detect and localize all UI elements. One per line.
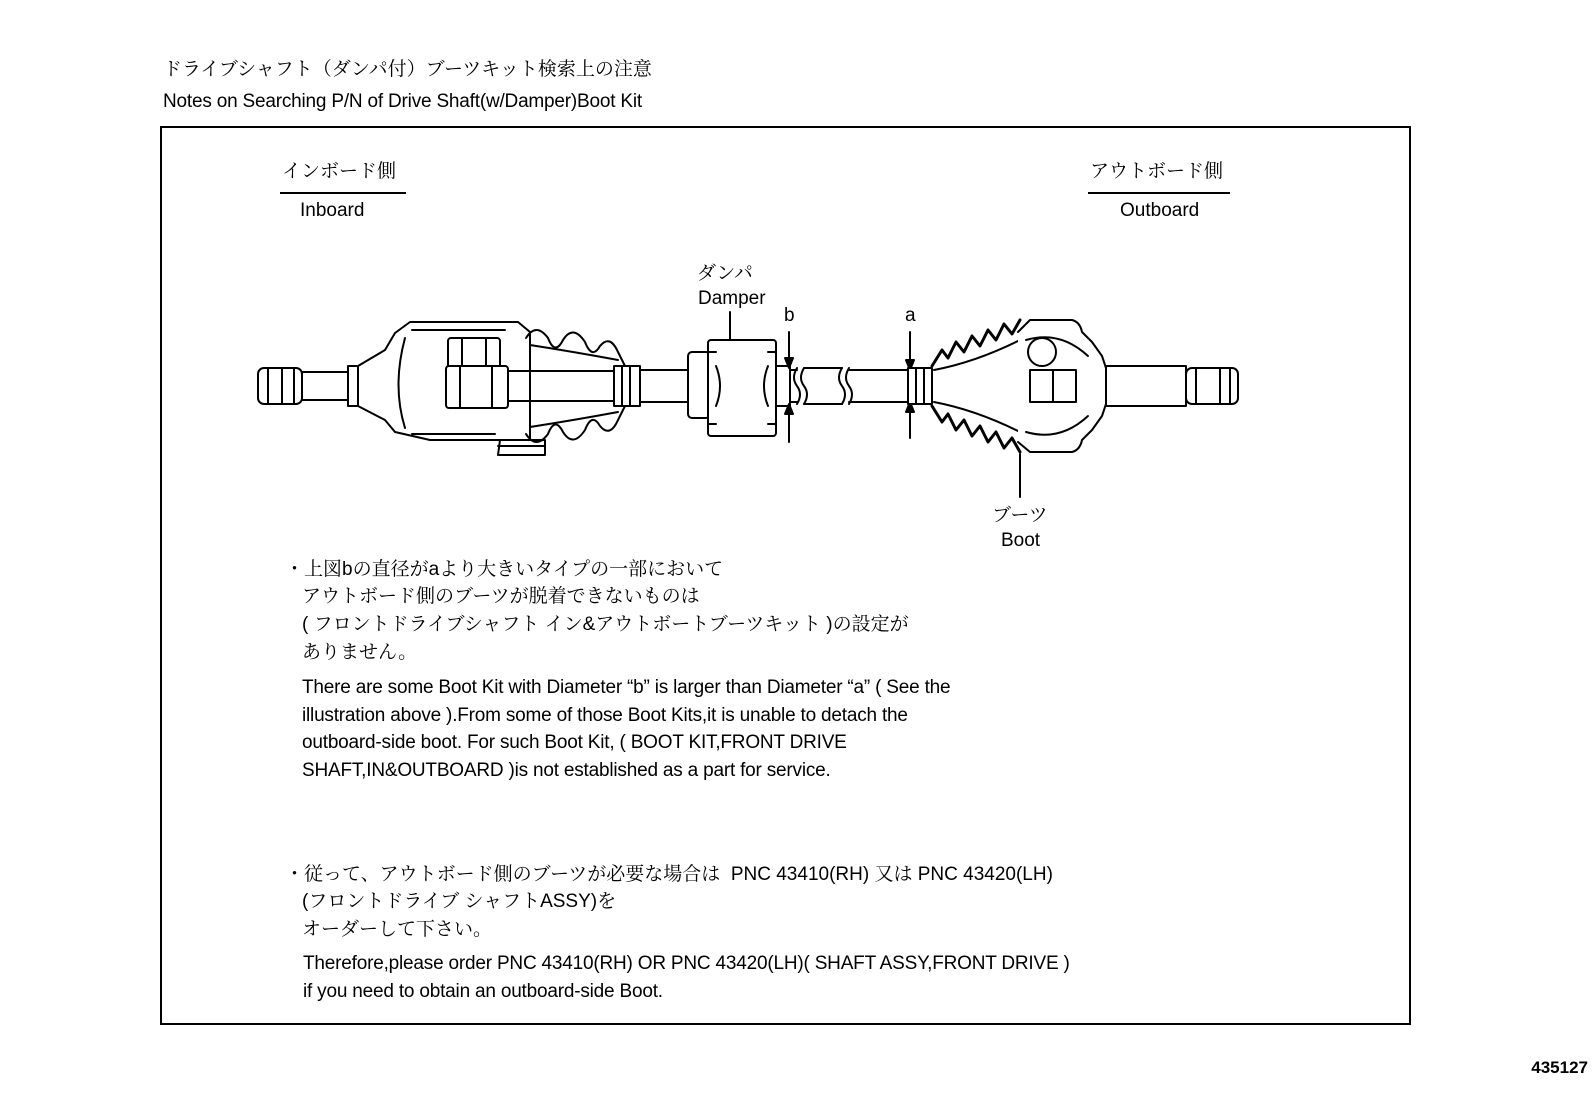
outboard-label-english: Outboard bbox=[1120, 200, 1200, 221]
boot-label-english: Boot bbox=[1001, 530, 1041, 551]
center-shaft-inboard-section bbox=[640, 370, 690, 402]
note2-english-line-2: if you need to obtain an outboard-side Boot. bbox=[303, 981, 663, 1002]
outboard-boot bbox=[932, 320, 1020, 452]
note1-japanese-line-1: ・上図bの直径がaより大きいタイプの一部において bbox=[285, 559, 724, 580]
outboard-joint-housing bbox=[1018, 320, 1106, 452]
outboard-label-divider bbox=[1088, 192, 1230, 194]
dimension-a-label: a bbox=[905, 305, 916, 326]
inboard-label-divider bbox=[280, 192, 406, 194]
damper-ring bbox=[688, 352, 710, 418]
note1-japanese-line-4: ありません。 bbox=[302, 642, 418, 663]
damper-label-japanese: ダンパ bbox=[697, 263, 753, 284]
note1-english-line-3: outboard-side boot. For such Boot Kit, ( BOOT KIT,FRONT DRIVE bbox=[302, 732, 847, 753]
damper bbox=[708, 340, 776, 436]
inboard-stub-shaft bbox=[258, 366, 358, 406]
outboard-stub-shaft bbox=[1106, 366, 1238, 406]
figure-number: 435127 bbox=[1531, 1058, 1588, 1077]
note2-english-line-1: Therefore,please order PNC 43410(RH) OR PNC 43420(LH)( SHAFT ASSY,FRONT DRIVE ) bbox=[303, 953, 1070, 974]
note2-japanese-line-3: オーダーして下さい。 bbox=[302, 919, 493, 940]
dimension-b-label: b bbox=[784, 305, 795, 326]
inboard-tripod bbox=[446, 338, 508, 408]
outboard-label-japanese: アウトボード側 bbox=[1090, 161, 1224, 182]
inboard-boot-clamp bbox=[614, 366, 640, 406]
inboard-label-japanese: インボード側 bbox=[282, 161, 397, 182]
note2-japanese-line-2: (フロントドライブ シャフトASSY)を bbox=[302, 891, 617, 912]
note2-japanese-line-1: ・従って、アウトボード側のブーツが必要な場合は PNC 43410(RH) 又は PNC 43420(LH) bbox=[285, 864, 1053, 885]
drive-shaft-drawing bbox=[240, 300, 1260, 510]
damper-label-english: Damper bbox=[698, 288, 766, 309]
boot-label-japanese: ブーツ bbox=[992, 505, 1048, 526]
title-japanese: ドライブシャフト（ダンパ付）ブーツキット検索上の注意 bbox=[163, 59, 652, 80]
note1-japanese-line-2: アウトボード側のブーツが脱着できないものは bbox=[302, 586, 700, 607]
center-shaft-break bbox=[776, 366, 908, 406]
outboard-boot-clamp bbox=[908, 368, 932, 404]
note1-japanese-line-3: ( フロントドライブシャフト イン&アウトボートブーツキット )の設定が bbox=[302, 614, 909, 635]
title-english: Notes on Searching P/N of Drive Shaft(w/Damper)Boot Kit bbox=[163, 91, 642, 112]
note1-english-line-2: illustration above ).From some of those Boot Kits,it is unable to detach the bbox=[302, 705, 908, 726]
inboard-label-english: Inboard bbox=[300, 200, 365, 221]
note1-english-line-4: SHAFT,IN&OUTBOARD )is not established as a part for service. bbox=[302, 760, 831, 781]
note1-english-line-1: There are some Boot Kit with Diameter “b” is larger than Diameter “a” ( See the bbox=[302, 677, 951, 698]
inboard-boot bbox=[526, 330, 626, 442]
